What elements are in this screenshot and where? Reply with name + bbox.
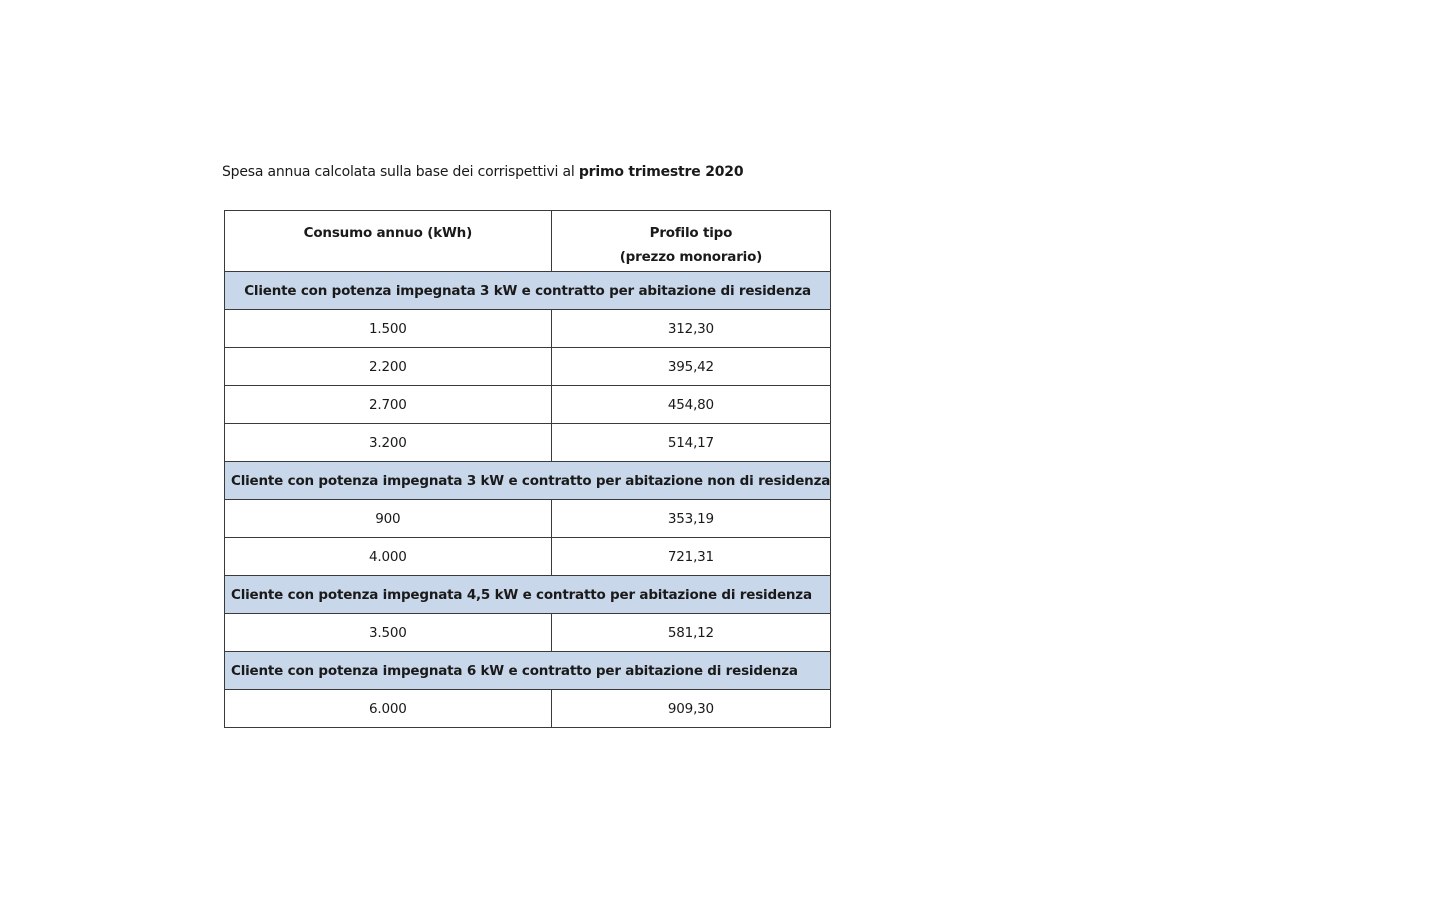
cell-consumo: 2.700	[225, 386, 552, 424]
cell-consumo: 2.200	[225, 348, 552, 386]
header-profilo-line2: (prezzo monorario)	[619, 249, 763, 265]
table-row	[225, 500, 831, 538]
cell-profilo: 721,31	[551, 538, 830, 576]
group-header-row	[225, 652, 831, 690]
table-header-row	[225, 211, 831, 272]
spesa-annua-table	[224, 210, 831, 728]
table-row	[225, 310, 831, 348]
cell-consumo: 4.000	[225, 538, 552, 576]
group-label: Cliente con potenza impegnata 4,5 kW e contratto per abitazione di residenza	[225, 576, 831, 614]
table-row	[225, 538, 831, 576]
caption-text: Spesa annua calcolata sulla base dei corrispettivi al	[222, 164, 579, 180]
cell-profilo: 909,30	[551, 690, 830, 728]
group-label: Cliente con potenza impegnata 6 kW e contratto per abitazione di residenza	[225, 652, 831, 690]
table-row	[225, 386, 831, 424]
table-row	[225, 424, 831, 462]
group-header-row	[225, 462, 831, 500]
cell-consumo: 6.000	[225, 690, 552, 728]
header-profilo	[551, 211, 830, 272]
cell-consumo: 3.500	[225, 614, 552, 652]
cell-profilo: 312,30	[551, 310, 830, 348]
cell-consumo: 3.200	[225, 424, 552, 462]
group-label: Cliente con potenza impegnata 3 kW e contratto per abitazione non di residenza	[225, 462, 831, 500]
table-row	[225, 348, 831, 386]
group-header-row	[225, 576, 831, 614]
table-caption	[222, 164, 743, 180]
cell-consumo: 1.500	[225, 310, 552, 348]
table-row	[225, 614, 831, 652]
cell-profilo: 353,19	[551, 500, 830, 538]
header-profilo-line1: Profilo tipo	[649, 225, 733, 241]
group-header-row	[225, 272, 831, 310]
header-consumo: Consumo annuo (kWh)	[225, 211, 552, 272]
cell-profilo: 514,17	[551, 424, 830, 462]
cell-profilo: 581,12	[551, 614, 830, 652]
cell-profilo: 395,42	[551, 348, 830, 386]
caption-period: primo trimestre 2020	[578, 164, 744, 180]
cell-profilo: 454,80	[551, 386, 830, 424]
table-row	[225, 690, 831, 728]
cell-consumo: 900	[225, 500, 552, 538]
group-label: Cliente con potenza impegnata 3 kW e contratto per abitazione di residenza	[225, 272, 831, 310]
